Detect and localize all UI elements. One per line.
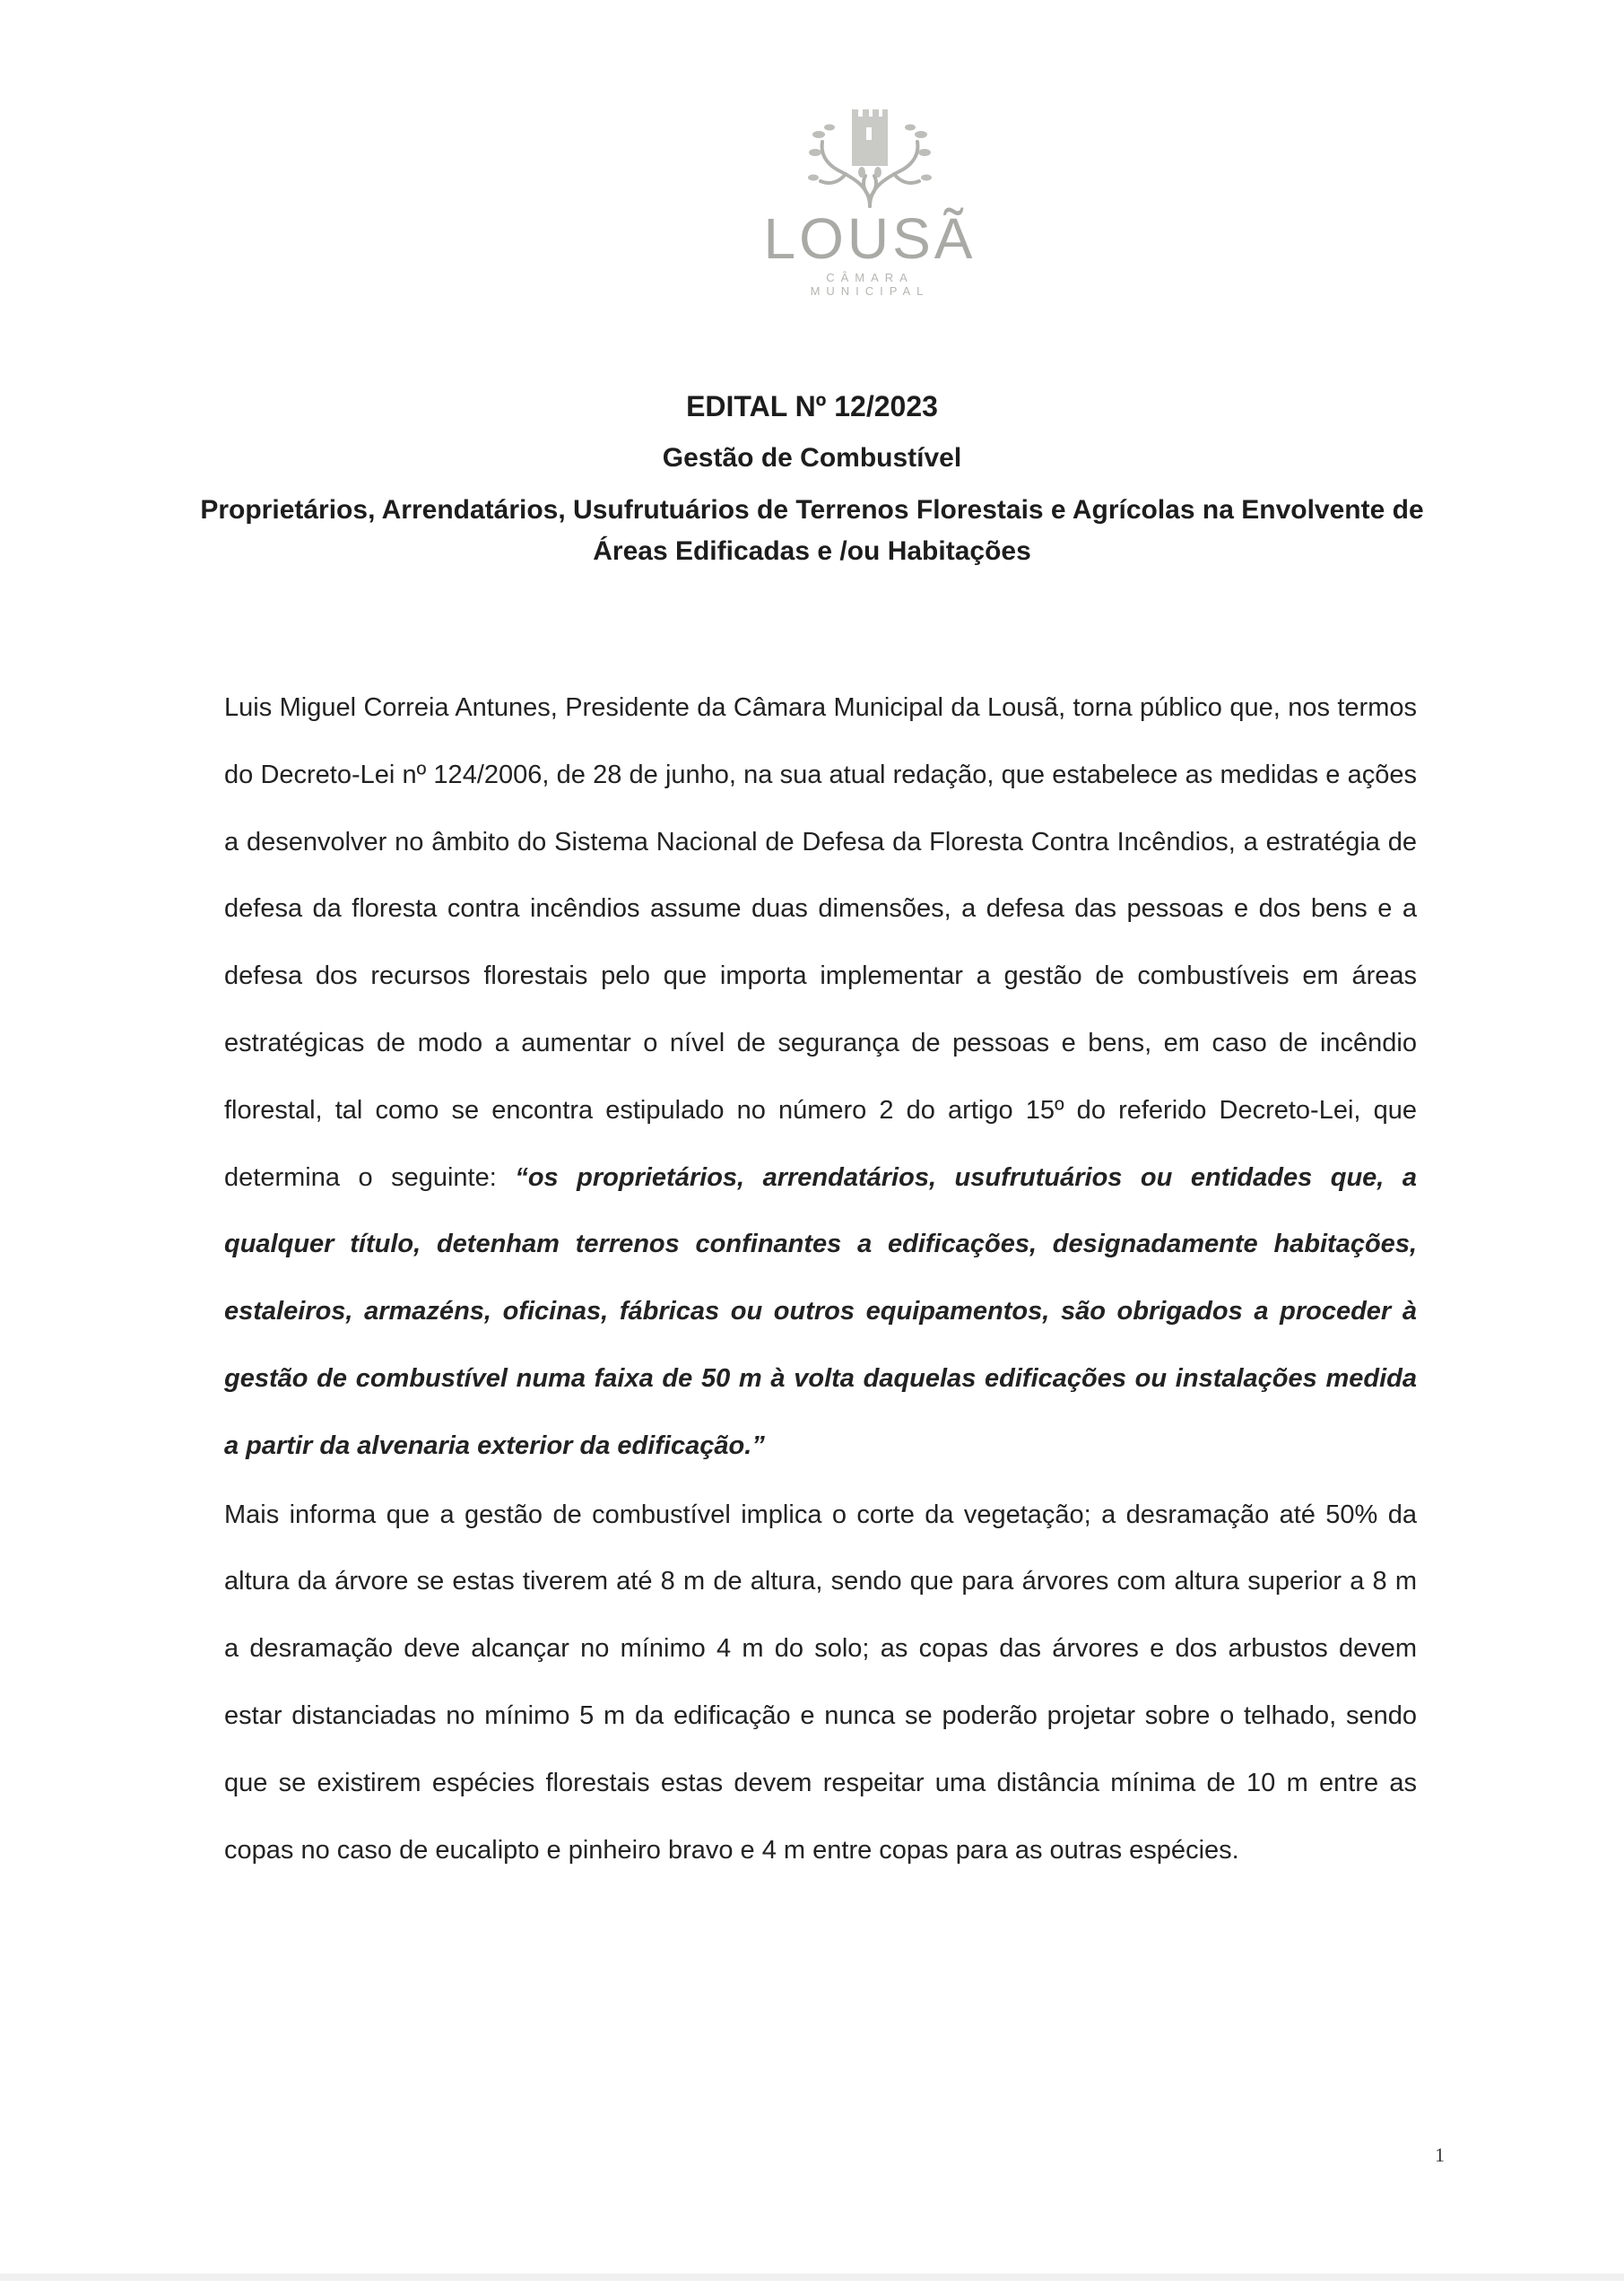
paragraph-1-quote: “os proprietários, arrendatários, usufrutuários ou entidades que, a qualquer título, detenham terrenos confinantes a edificações, designadamente habitações, estaleiros, armazéns, oficinas, fábricas ou outros equipamentos, são obrigados a proceder à gestão de combustível numa faixa de 50 m à volta daquelas edificações ou instalações medida a partir da alvenaria exterior da edificação.” <box>224 1162 1417 1460</box>
document-heading: Proprietários, Arrendatários, Usufrutuários de Terrenos Florestais e Agrícolas na Envolvente de Áreas Edificadas e /ou Habitações <box>200 495 1424 566</box>
document-subtitle: Gestão de Combustível <box>662 443 962 473</box>
document-title: EDITAL Nº 12/2023 <box>686 390 938 422</box>
logo-subtitle: CÂMARA MUNICIPAL <box>810 271 930 298</box>
paragraph-2: Mais informa que a gestão de combustível implica o corte da vegetação; a desramação até 50% da altura da árvore se estas tiverem até 8 m de altura, sendo que para árvores com altura superior a 8 m a desramação deve alcançar no mínimo 4 m do solo; as copas das árvores e dos arbustos devem estar distanciadas no mínimo 5 m da edificação e nunca se poderão projetar sobre o telhado, sendo que se existirem espécies florestais estas devem respeitar uma distância mínima de 10 m entre as copas no caso de eucalipto e pinheiro bravo e 4 m entre copas para as outras espécies. <box>224 1500 1417 1865</box>
document-header <box>179 386 1445 572</box>
municipality-logo <box>762 108 977 305</box>
page-bottom-edge <box>0 2274 1624 2281</box>
document-body <box>224 674 1417 1883</box>
castle-tree-icon <box>803 108 937 215</box>
paragraph-1-intro: Luis Miguel Correia Antunes, Presidente da Câmara Municipal da Lousã, torna público que, nos termos do Decreto-Lei nº 124/2006, de 28 de junho, na sua atual redação, que estabelece as medidas e ações a desenvolver no âmbito do Sistema Nacional de Defesa da Floresta Contra Incêndios, a estratégia de defesa da floresta contra incêndios assume duas dimensões, a defesa das pessoas e dos bens e a defesa dos recursos florestais pelo que importa implementar a gestão de combustíveis em áreas estratégicas de modo a aumentar o nível de segurança de pessoas e bens, em caso de incêndio florestal, tal como se encontra estipulado no número 2 do artigo 15º do referido Decreto-Lei, que determina o seguinte: <box>224 693 1417 1192</box>
paragraph-1 <box>224 674 1417 1480</box>
logo-name: LOUSÃ <box>763 206 977 271</box>
page-number: 1 <box>1435 2144 1445 2166</box>
